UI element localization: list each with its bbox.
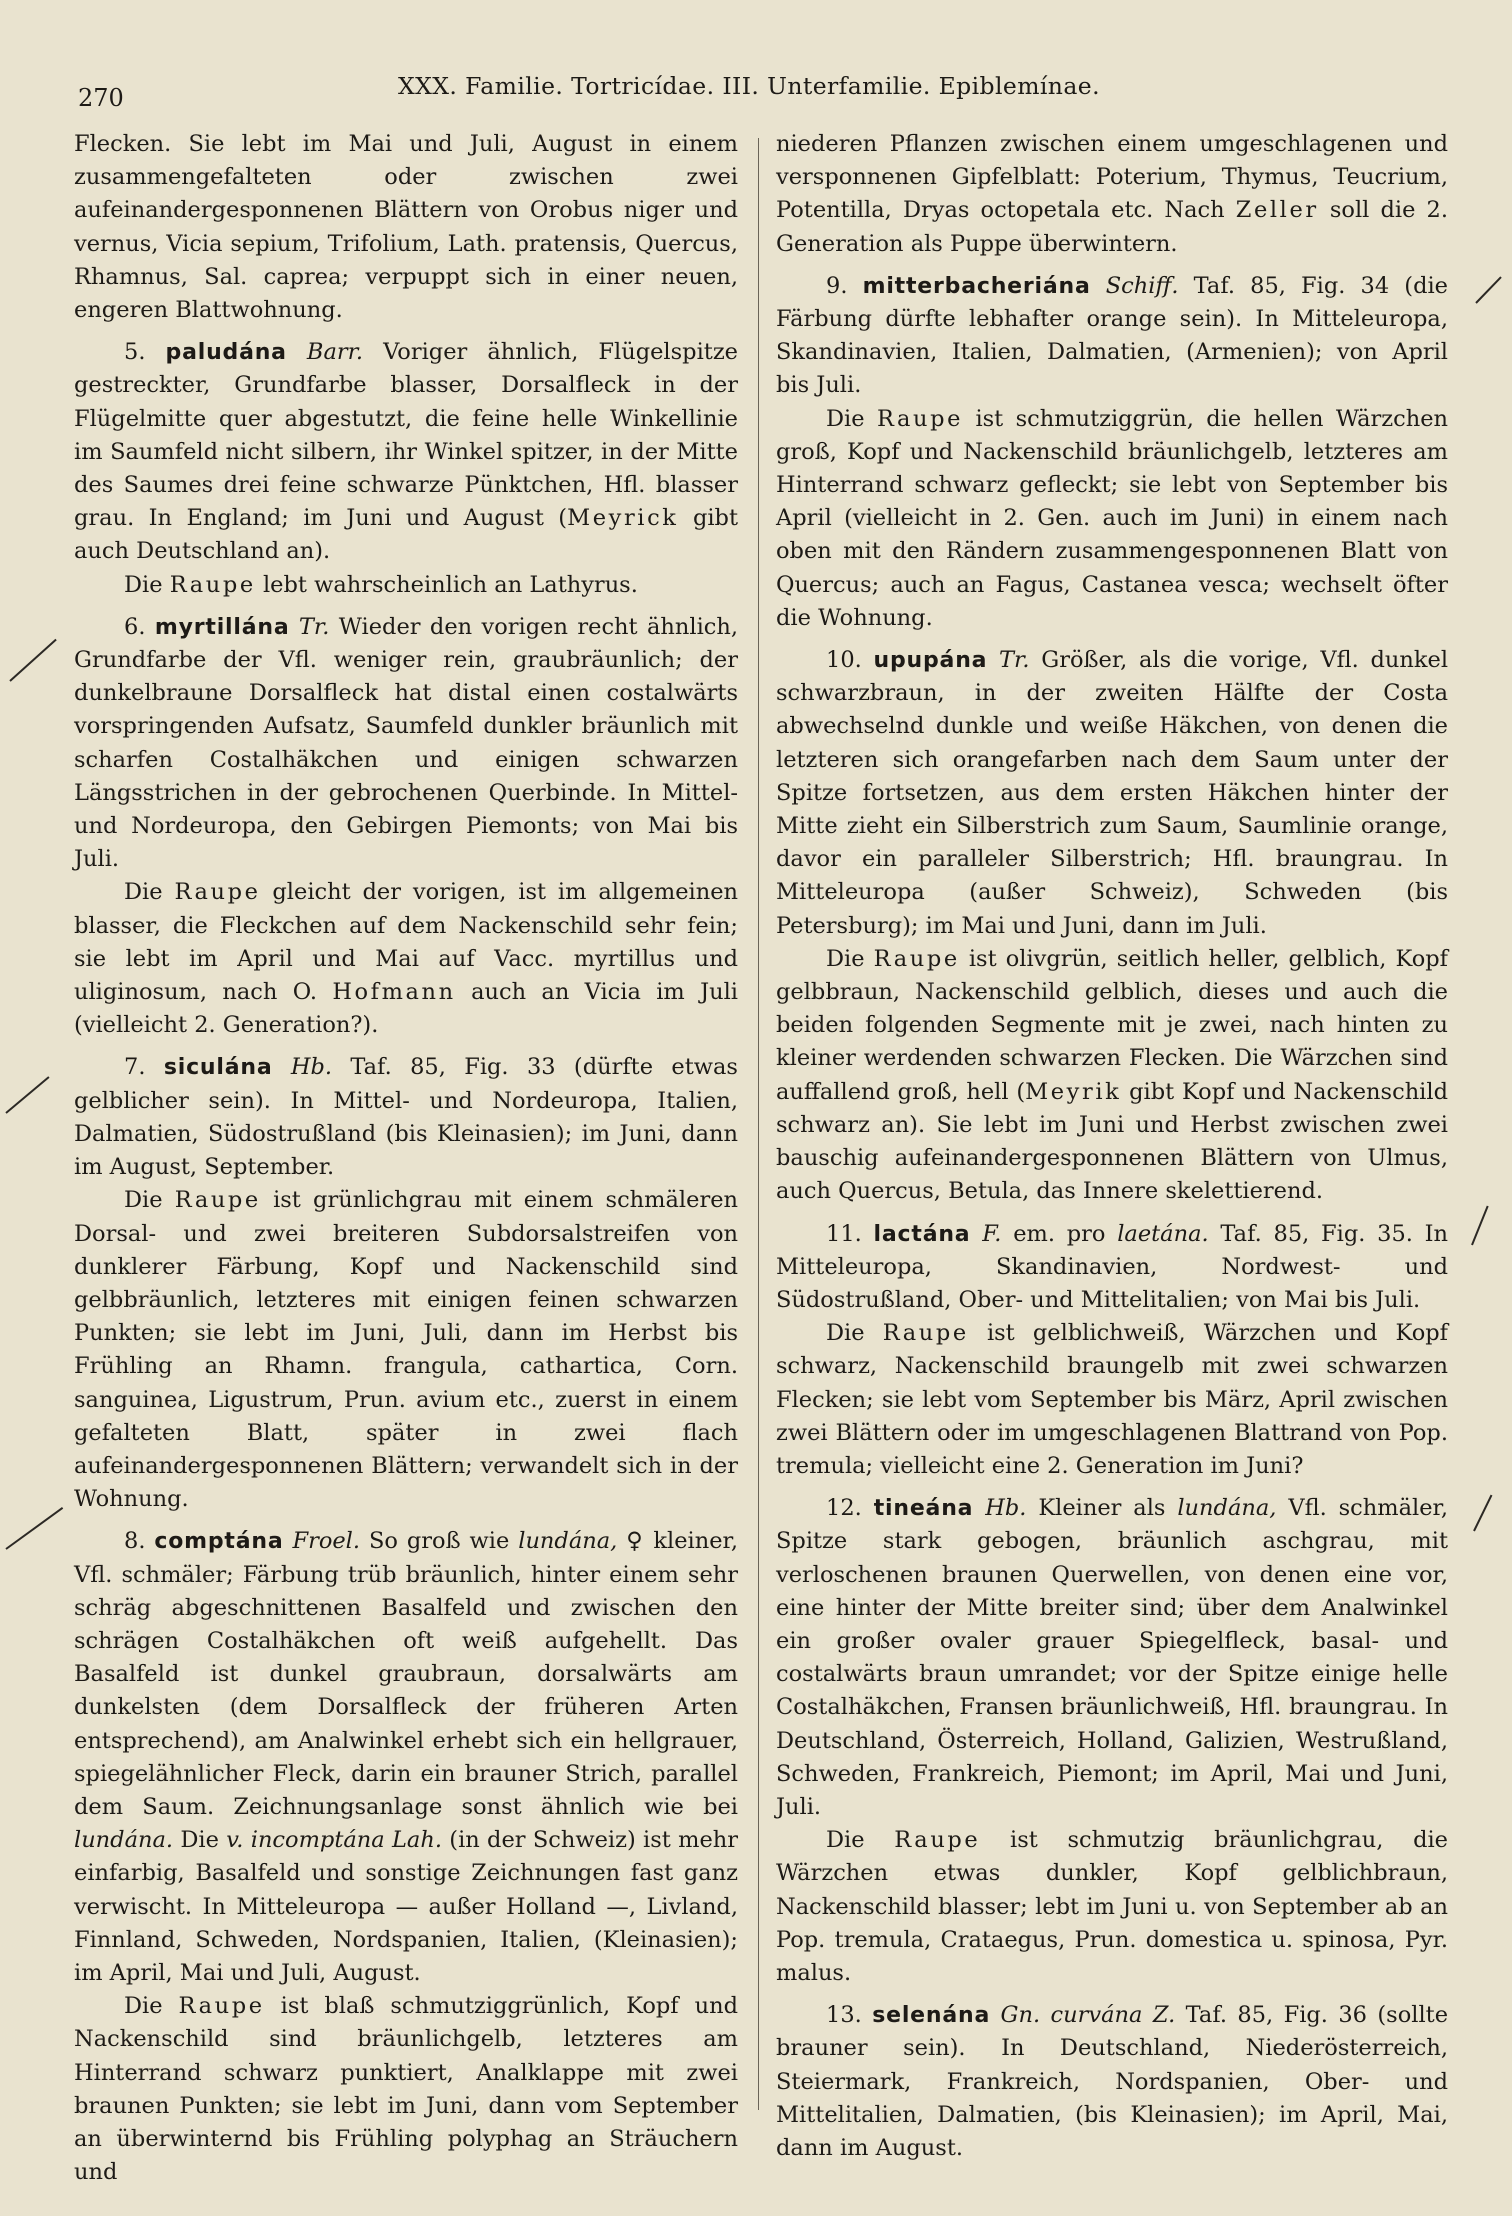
entry-5-raupe: Die Raupe lebt wahrscheinlich an Lathyrus. — [124, 571, 638, 598]
entry-8-comptana: 8. comptána Froel. So groß wie lundána, ♀ kleiner, Vfl. schmäler; Färbung trüb bräunlich, hinter einem sehr schräg abgeschnittenen Basalfeld und zwischen den schrägen Costalhäkchen oft weiß aufgehellt. Das Basalfeld ist dunkel graubraun, dorsalwärts am dunkelsten (dem Dorsalfleck der früheren Arten entsprechend), am Analwinkel erhebt sich ein hellgrauer, spiegelähnlicher Fleck, darin ein brauner Strich, parallel dem Saum. Zeichnungsanlage sonst ähnlich wie bei lundána. Die v. incomptána Lah. (in der Schweiz) ist mehr einfarbig, Basalfeld und sonstige Zeichnungen fast ganz verwischt. In Mitteleuropa — außer Holland —, Livland, Finnland, Schweden, Nordspanien, Italien, (Kleinasien); im April, Mai und Juli, August. — [74, 1528, 739, 1986]
author: Tr. — [298, 613, 330, 640]
pencil-mark-left-7 — [5, 1076, 49, 1114]
entry-11-raupe: Die Raupe ist gelblichweiß, Wärzchen und Kopf schwarz, Nackenschild braungelb mit zwei schwarzen Flecken; sie lebt vom September bis März, April zwischen zwei Blättern oder im umgeschlagenen Blattrand von Pop. tremula; vielleicht eine 2. Generation im Juni? — [776, 1320, 1448, 1479]
entry-10-raupe: Die Raupe ist olivgrün, seitlich heller, gelblich, Kopf gelbbraun, Nackenschild gelblich, dieses und auch die beiden folgenden Segmente mit je zwei, nach hinten zu kleiner werdenden schwarzen Flecken. Die Wärzchen sind auffallend groß, hell (Meyrik gibt Kopf und Nackenschild schwarz an). Sie lebt im Juni und Herbst zwischen zwei bauschig aufeinandergesponnenen Blättern von Ulmus, auch Quercus, Betula, das Innere skelettierend. — [776, 945, 1448, 1205]
entry-9-raupe: Die Raupe ist schmutziggrün, die hellen Wärzchen groß, Kopf und Nackenschild bräunlichgelb, letzteres am Hinterrand schwarz gefleckt; sie lebt von September bis April (vielleicht in 2. Gen. auch im Juni) in einem nach oben mit den Rändern zusammengesponnenen Blatt von Quercus; auch an Fagus, Castanea vesca; wechselt öfter die Wohnung. — [776, 405, 1449, 631]
entry-7-raupe: Die Raupe ist grünlichgrau mit einem schmäleren Dorsal- und zwei breiteren Subdorsalstreifen von dunklerer Färbung, Kopf und Nackenschild sind gelbbräunlich, letzteres mit einigen feinen schwarzen Punkten; sie lebt im Juni, Juli, dann im Herbst bis Frühling an Rhamn. frangula, cathartica, Corn. sanguinea, Ligustrum, Prun. avium etc., zuerst in einem gefalteten Blatt, später in zwei flach aufeinandergesponnenen Blättern; verwandelt sich in der Wohnung. — [74, 1187, 738, 1513]
column-divider — [758, 138, 759, 2110]
species-name: upupána — [873, 648, 988, 674]
entry-6-myrtillana: 6. myrtillána Tr. Wieder den vorigen recht ähnlich, Grundfarbe der Vfl. weniger rein, graubräunlich; der dunkelbraune Dorsalfleck hat distal einen costalwärts vorspringenden Aufsatz, Saumfeld dunkler bräunlich mit scharfen Costalhäkchen und einigen schwarzen Längsstrichen in der gebrochenen Querbinde. In Mittel- und Nordeuropa, den Gebirgen Piemonts; von Mai bis Juli. — [74, 613, 739, 873]
species-name: comptána — [154, 1529, 284, 1555]
species-name: selenána — [872, 2003, 991, 2029]
species-name: myrtillána — [154, 614, 290, 640]
continuation-paragraph: Flecken. Sie lebt im Mai und Juli, August in einem zusammengefalteten oder zwischen zwei aufeinandergesponnenen Blättern von Orobus niger und vernus, Vicia sepium, Trifolium, Lath. pratensis, Quercus, Rhamnus, Sal. caprea; verpuppt sich in einer neuen, engeren Blattwohnung. — [74, 131, 738, 324]
author: F. — [982, 1220, 1002, 1247]
pencil-mark-left-6 — [9, 639, 56, 682]
entry-10-upupana: 10. upupána Tr. Größer, als die vorige, Vfl. dunkel schwarzbraun, in der zweiten Hälfte der Costa abwechselnd dunkle und weiße Häkchen, von denen die letzteren sich orangefarben nach dem Saum unter der Spitze fortsetzen, aus dem ersten Häkchen hinter der Mitte zieht ein Silberstrich zum Saum, Saumlinie orange, davor ein paralleler Silberstrich; Hfl. braungrau. In Mitteleuropa (außer Schweiz), Schweden (bis Petersburg); im Mai und Juni, dann im Juli. — [776, 647, 1449, 939]
entry-11-lactana: 11. lactána F. em. pro laetána. Taf. 85, Fig. 35. In Mitteleuropa, Skandinavien, Nordwest- und Südostrußland, Ober- und Mittelitalien; von Mai bis Juli. — [776, 1220, 1449, 1313]
entry-13-selenana: 13. selenána Gn. curvána Z. Taf. 85, Fig. 36 (sollte brauner sein). In Deutschland, Niederösterreich, Steiermark, Frankreich, Nordspanien, Ober- und Mittelitalien, Dalmatien, (bis Kleinasien); im April, Mai, dann im August. — [776, 2002, 1449, 2161]
page-number: 270 — [78, 84, 124, 112]
entry-6-raupe: Die Raupe gleicht der vorigen, ist im allgemeinen blasser, die Fleckchen auf dem Nackenschild sehr fein; sie lebt im April und Mai auf Vacc. myrtillus und uliginosum, nach O. Hofmann auch an Vicia im Juli (vielleicht 2. Generation?). — [74, 879, 739, 1039]
continuation-paragraph: niederen Pflanzen zwischen einem umgeschlagenen und versponnenen Gipfelblatt: Poterium, Thymus, Teucrium, Potentilla, Dryas octopetala etc. Nach Zeller soll die 2. Generation als Puppe überwintern. — [776, 131, 1448, 257]
species-name: mitterbacheriána — [862, 273, 1091, 299]
author: Hb. — [290, 1054, 333, 1081]
page-header — [0, 72, 1512, 112]
running-head: XXX. Familie. Tortricídae. III. Unterfamilie. Epiblemínae. — [398, 72, 1100, 100]
entry-5-paludana: 5. paludána Barr. Voriger ähnlich, Flügelspitze gestreckter, Grundfarbe blasser, Dorsalfleck in der Flügelmitte quer abgestutzt, die feine helle Winkellinie im Saumfeld nicht silbern, ihr Winkel spitzer, in der Mitte des Saumes drei feine schwarze Pünktchen, Hfl. blasser grau. In England; im Juni und August (Meyrick gibt auch Deutschland an). — [74, 339, 738, 565]
species-name: lactána — [873, 1221, 971, 1247]
pencil-mark-right-11 — [1471, 1206, 1489, 1246]
author: Froel. — [292, 1528, 361, 1555]
species-name: paludána — [165, 340, 287, 366]
pencil-mark-right-12 — [1473, 1495, 1492, 1532]
entry-12-raupe: Die Raupe ist schmutzig bräunlichgrau, die Wärzchen etwas dunkler, Kopf gelblichbraun, Nackenschild blasser; lebt im Juni u. von September ab an Pop. tremula, Crataegus, Prun. domestica u. spinosa, Pyr. malus. — [776, 1827, 1448, 1986]
species-name: tineána — [873, 1496, 974, 1522]
author: Schiff. — [1105, 272, 1179, 299]
author: Barr. — [306, 339, 364, 366]
pencil-mark-left-8 — [5, 1507, 63, 1550]
entry-8-raupe: Die Raupe ist blaß schmutziggrünlich, Kopf und Nackenschild sind bräunlichgelb, letzteres am Hinterrand schwarz punktiert, Analklappe mit zwei braunen Punkten; sie lebt im Juni, dann vom September an überwinternd bis Frühling polyphag an Sträuchern und — [74, 1993, 738, 2186]
right-column — [776, 128, 1448, 2165]
author: Hb. — [985, 1495, 1027, 1522]
left-column — [74, 128, 738, 2189]
species-name: siculána — [163, 1055, 273, 1081]
entry-9-mitterbacheriana: 9. mitterbacheriána Schiff. Taf. 85, Fig. 34 (die Färbung dürfte lebhafter orange sein). In Mitteleuropa, Skandinavien, Italien, Dalmatien, (Armenien); von April bis Juli. — [776, 272, 1448, 399]
entry-12-tineana: 12. tineána Hb. Kleiner als lundána, Vfl. schmäler, Spitze stark gebogen, bräunlich aschgrau, mit verloschenen braunen Querwellen, von denen eine vor, eine hinter der Mitte breiter sind; über dem Analwinkel ein großer ovaler grauer Spiegelfleck, basal- und costalwärts braun umrandet; vor der Spitze einige helle Costalhäkchen, Fransen bräunlichweiß, Hfl. braungrau. In Deutschland, Österreich, Holland, Galizien, Westrußland, Schweden, Frankreich, Piemont; im April, Mai und Juni, Juli. — [776, 1495, 1448, 1820]
entry-7-siculana: 7. siculána Hb. Taf. 85, Fig. 33 (dürfte etwas gelblicher sein). In Mittel- und Nordeuropa, Italien, Dalmatien, Südostrußland (bis Kleinasien); im Juni, dann im August, September. — [74, 1054, 738, 1181]
author: Gn. — [1000, 2002, 1041, 2029]
pencil-mark-right-9 — [1475, 276, 1501, 303]
author: Tr. — [999, 647, 1030, 674]
